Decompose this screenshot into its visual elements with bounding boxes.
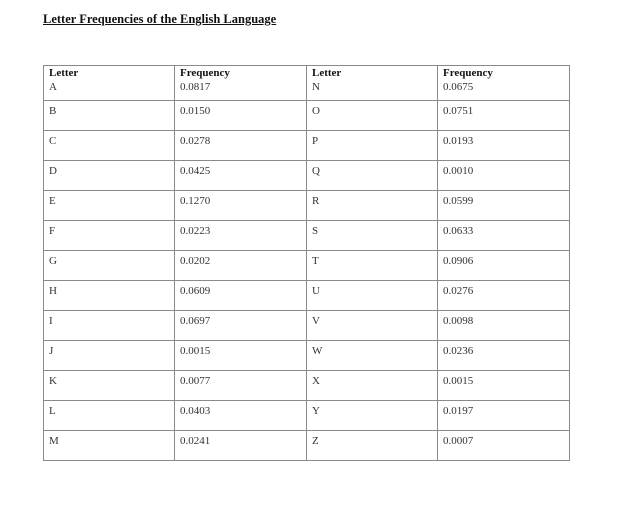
column-header-frequency-right: Frequency bbox=[443, 67, 493, 79]
cell-frequency-left bbox=[175, 341, 307, 371]
cell-letter-left bbox=[44, 341, 175, 371]
letter-value: L bbox=[49, 405, 56, 417]
cell-frequency-right bbox=[438, 101, 570, 131]
frequency-value: 0.0906 bbox=[443, 255, 474, 267]
letter-value: J bbox=[49, 345, 54, 357]
frequency-value: 0.0202 bbox=[180, 255, 211, 267]
cell-letter-right bbox=[307, 251, 438, 281]
table-row bbox=[44, 221, 570, 251]
cell-letter-right bbox=[307, 431, 438, 461]
cell-letter-right bbox=[307, 221, 438, 251]
column-header-frequency-left: Frequency bbox=[180, 67, 230, 79]
letter-value: O bbox=[312, 105, 320, 117]
frequency-value: 0.0015 bbox=[443, 375, 474, 387]
cell-letter-left bbox=[44, 161, 175, 191]
letter-value: B bbox=[49, 105, 57, 117]
frequency-value: 0.0098 bbox=[443, 315, 474, 327]
cell-letter-left bbox=[44, 371, 175, 401]
frequency-value: 0.0077 bbox=[180, 375, 211, 387]
letter-value: Y bbox=[312, 405, 320, 417]
cell-frequency-left bbox=[175, 66, 307, 101]
cell-frequency-right bbox=[438, 66, 570, 101]
cell-frequency-left bbox=[175, 281, 307, 311]
letter-value: T bbox=[312, 255, 319, 267]
letter-value: W bbox=[312, 345, 323, 357]
cell-letter-left bbox=[44, 66, 175, 101]
table-row bbox=[44, 101, 570, 131]
cell-letter-left bbox=[44, 191, 175, 221]
frequency-value: 0.0241 bbox=[180, 435, 211, 447]
frequency-value: 0.0751 bbox=[443, 105, 474, 117]
cell-letter-left bbox=[44, 311, 175, 341]
letter-value: P bbox=[312, 135, 319, 147]
cell-frequency-right bbox=[438, 401, 570, 431]
frequency-value: 0.0007 bbox=[443, 435, 474, 447]
letter-value: K bbox=[49, 375, 57, 387]
cell-letter-right bbox=[307, 401, 438, 431]
table-row bbox=[44, 191, 570, 221]
cell-frequency-right bbox=[438, 341, 570, 371]
letter-value: C bbox=[49, 135, 57, 147]
letter-value: I bbox=[49, 315, 53, 327]
cell-letter-left bbox=[44, 431, 175, 461]
cell-letter-right bbox=[307, 131, 438, 161]
cell-letter-right bbox=[307, 281, 438, 311]
table-row bbox=[44, 131, 570, 161]
letter-value: A bbox=[49, 81, 57, 93]
letter-value: R bbox=[312, 195, 320, 207]
cell-frequency-right bbox=[438, 161, 570, 191]
letter-value: S bbox=[312, 225, 319, 237]
cell-frequency-right bbox=[438, 311, 570, 341]
table-row bbox=[44, 431, 570, 461]
table-row bbox=[44, 251, 570, 281]
frequency-value: 0.0425 bbox=[180, 165, 211, 177]
cell-frequency-left bbox=[175, 221, 307, 251]
letter-value: E bbox=[49, 195, 56, 207]
frequency-value: 0.0197 bbox=[443, 405, 474, 417]
frequency-value: 0.0817 bbox=[180, 81, 211, 93]
letter-frequency-table bbox=[43, 65, 570, 461]
table-row bbox=[44, 401, 570, 431]
cell-letter-right bbox=[307, 311, 438, 341]
letter-value: D bbox=[49, 165, 57, 177]
frequency-value: 0.0599 bbox=[443, 195, 474, 207]
table-body bbox=[44, 66, 570, 461]
frequency-value: 0.0223 bbox=[180, 225, 211, 237]
cell-letter-right bbox=[307, 371, 438, 401]
letter-value: H bbox=[49, 285, 57, 297]
cell-frequency-right bbox=[438, 131, 570, 161]
cell-frequency-left bbox=[175, 131, 307, 161]
frequency-value: 0.0609 bbox=[180, 285, 211, 297]
letter-value: G bbox=[49, 255, 57, 267]
table-row bbox=[44, 66, 570, 101]
cell-frequency-right bbox=[438, 191, 570, 221]
frequency-value: 0.0633 bbox=[443, 225, 474, 237]
letter-value: Q bbox=[312, 165, 320, 177]
cell-frequency-left bbox=[175, 251, 307, 281]
frequency-value: 0.0403 bbox=[180, 405, 211, 417]
cell-frequency-right bbox=[438, 371, 570, 401]
cell-frequency-left bbox=[175, 401, 307, 431]
cell-letter-left bbox=[44, 281, 175, 311]
cell-frequency-left bbox=[175, 431, 307, 461]
cell-letter-right bbox=[307, 341, 438, 371]
cell-frequency-left bbox=[175, 101, 307, 131]
cell-letter-left bbox=[44, 221, 175, 251]
cell-frequency-right bbox=[438, 431, 570, 461]
frequency-value: 0.0697 bbox=[180, 315, 211, 327]
table-row bbox=[44, 281, 570, 311]
letter-value: F bbox=[49, 225, 56, 237]
table-row bbox=[44, 161, 570, 191]
column-header-letter-right: Letter bbox=[312, 67, 342, 79]
cell-frequency-right bbox=[438, 221, 570, 251]
cell-frequency-left bbox=[175, 311, 307, 341]
table-row bbox=[44, 371, 570, 401]
cell-letter-right bbox=[307, 161, 438, 191]
table-row bbox=[44, 341, 570, 371]
letter-value: M bbox=[49, 435, 59, 447]
letter-value: X bbox=[312, 375, 320, 387]
cell-letter-left bbox=[44, 251, 175, 281]
cell-letter-left bbox=[44, 101, 175, 131]
letter-value: V bbox=[312, 315, 320, 327]
letter-value: Z bbox=[312, 435, 319, 447]
column-header-letter-left: Letter bbox=[49, 67, 79, 79]
cell-frequency-left bbox=[175, 371, 307, 401]
frequency-value: 0.0010 bbox=[443, 165, 474, 177]
cell-frequency-left bbox=[175, 161, 307, 191]
letter-value: U bbox=[312, 285, 320, 297]
cell-letter-left bbox=[44, 131, 175, 161]
cell-letter-left bbox=[44, 401, 175, 431]
cell-letter-right bbox=[307, 66, 438, 101]
cell-letter-right bbox=[307, 191, 438, 221]
cell-frequency-right bbox=[438, 281, 570, 311]
frequency-value: 0.0150 bbox=[180, 105, 211, 117]
frequency-value: 0.1270 bbox=[180, 195, 211, 207]
cell-letter-right bbox=[307, 101, 438, 131]
frequency-value: 0.0278 bbox=[180, 135, 211, 147]
table-row bbox=[44, 311, 570, 341]
frequency-value: 0.0276 bbox=[443, 285, 474, 297]
cell-frequency-left bbox=[175, 191, 307, 221]
frequency-value: 0.0675 bbox=[443, 81, 474, 93]
cell-frequency-right bbox=[438, 251, 570, 281]
frequency-value: 0.0193 bbox=[443, 135, 474, 147]
letter-value: N bbox=[312, 81, 320, 93]
frequency-value: 0.0236 bbox=[443, 345, 474, 357]
frequency-value: 0.0015 bbox=[180, 345, 211, 357]
document-title: Letter Frequencies of the English Language bbox=[43, 12, 277, 26]
